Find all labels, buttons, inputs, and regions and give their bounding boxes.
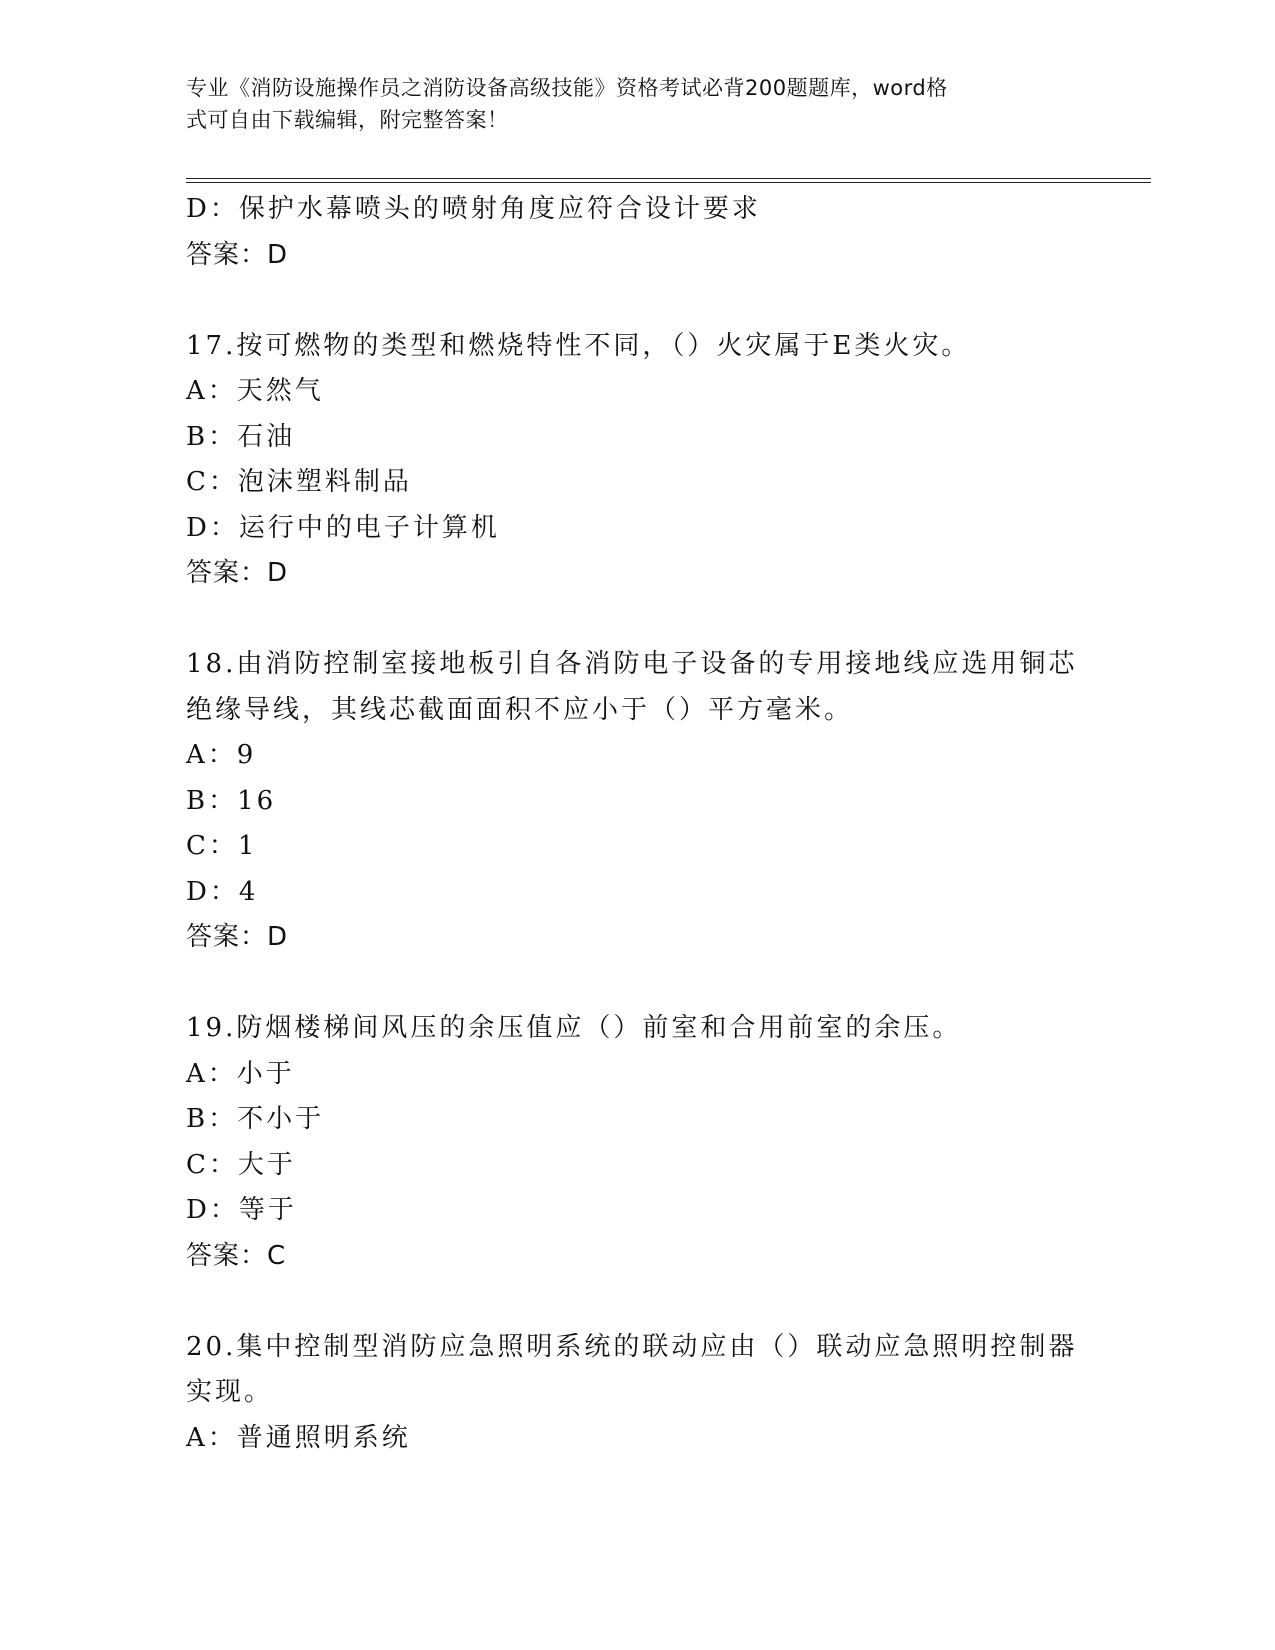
q18-stem-line-1: 18.由消防控制室接地板引自各消防电子设备的专用接地线应选用铜芯 [186,649,1078,679]
spacer [186,278,1086,324]
q20-stem-line-2: 实现。 [186,1377,274,1407]
spacer [186,961,1086,1007]
q17-stem: 17.按可燃物的类型和燃烧特性不同，（）火灾属于E类火灾。 [186,330,971,361]
q18-option-c: C：1 [186,831,258,861]
question-content [186,187,1086,1461]
q17-option-d: D：运行中的电子计算机 [186,512,500,543]
q18-stem-line-2: 绝缘导线，其线芯截面面积不应小于（）平方毫米。 [186,694,854,725]
q20-option-a: A：普通照明系统 [186,1422,411,1453]
q17-option-b: B：石油 [186,421,296,452]
q17-answer: 答案：D [186,558,289,588]
q18-option-b: B：16 [186,785,277,816]
q19-option-b: B：不小于 [186,1104,325,1134]
q18-option-d: D：4 [186,876,259,907]
header-line-2: 式可自由下载编辑，附完整答案！ [186,108,509,132]
q20-stem-line-1: 20.集中控制型消防应急照明系统的联动应由（）联动应急照明控制器 [186,1331,1078,1362]
q19-stem: 19.防烟楼梯间风压的余压值应（）前室和合用前室的余压。 [186,1013,962,1043]
header-line-1: 专业《消防设施操作员之消防设备高级技能》资格考试必背200题题库，word格 [186,76,948,100]
q19-option-d: D：等于 [186,1195,297,1225]
spacer [186,597,1086,643]
document-header [186,72,1066,136]
q18-option-a: A：9 [186,740,257,770]
prev-answer: 答案：D [186,239,289,270]
header-divider-top [186,178,1151,179]
q18-answer: 答案：D [186,922,289,952]
q19-answer: 答案：C [186,1240,287,1271]
q17-option-a: A：天然气 [186,376,324,406]
spacer [186,1279,1086,1325]
q17-option-c: C：泡沫塑料制品 [186,467,412,497]
q19-option-c: C：大于 [186,1149,296,1180]
prev-option-d: D：保护水幕喷头的喷射角度应符合设计要求 [186,194,761,224]
header-divider-bottom [186,182,1151,183]
q19-option-a: A：小于 [186,1058,295,1089]
